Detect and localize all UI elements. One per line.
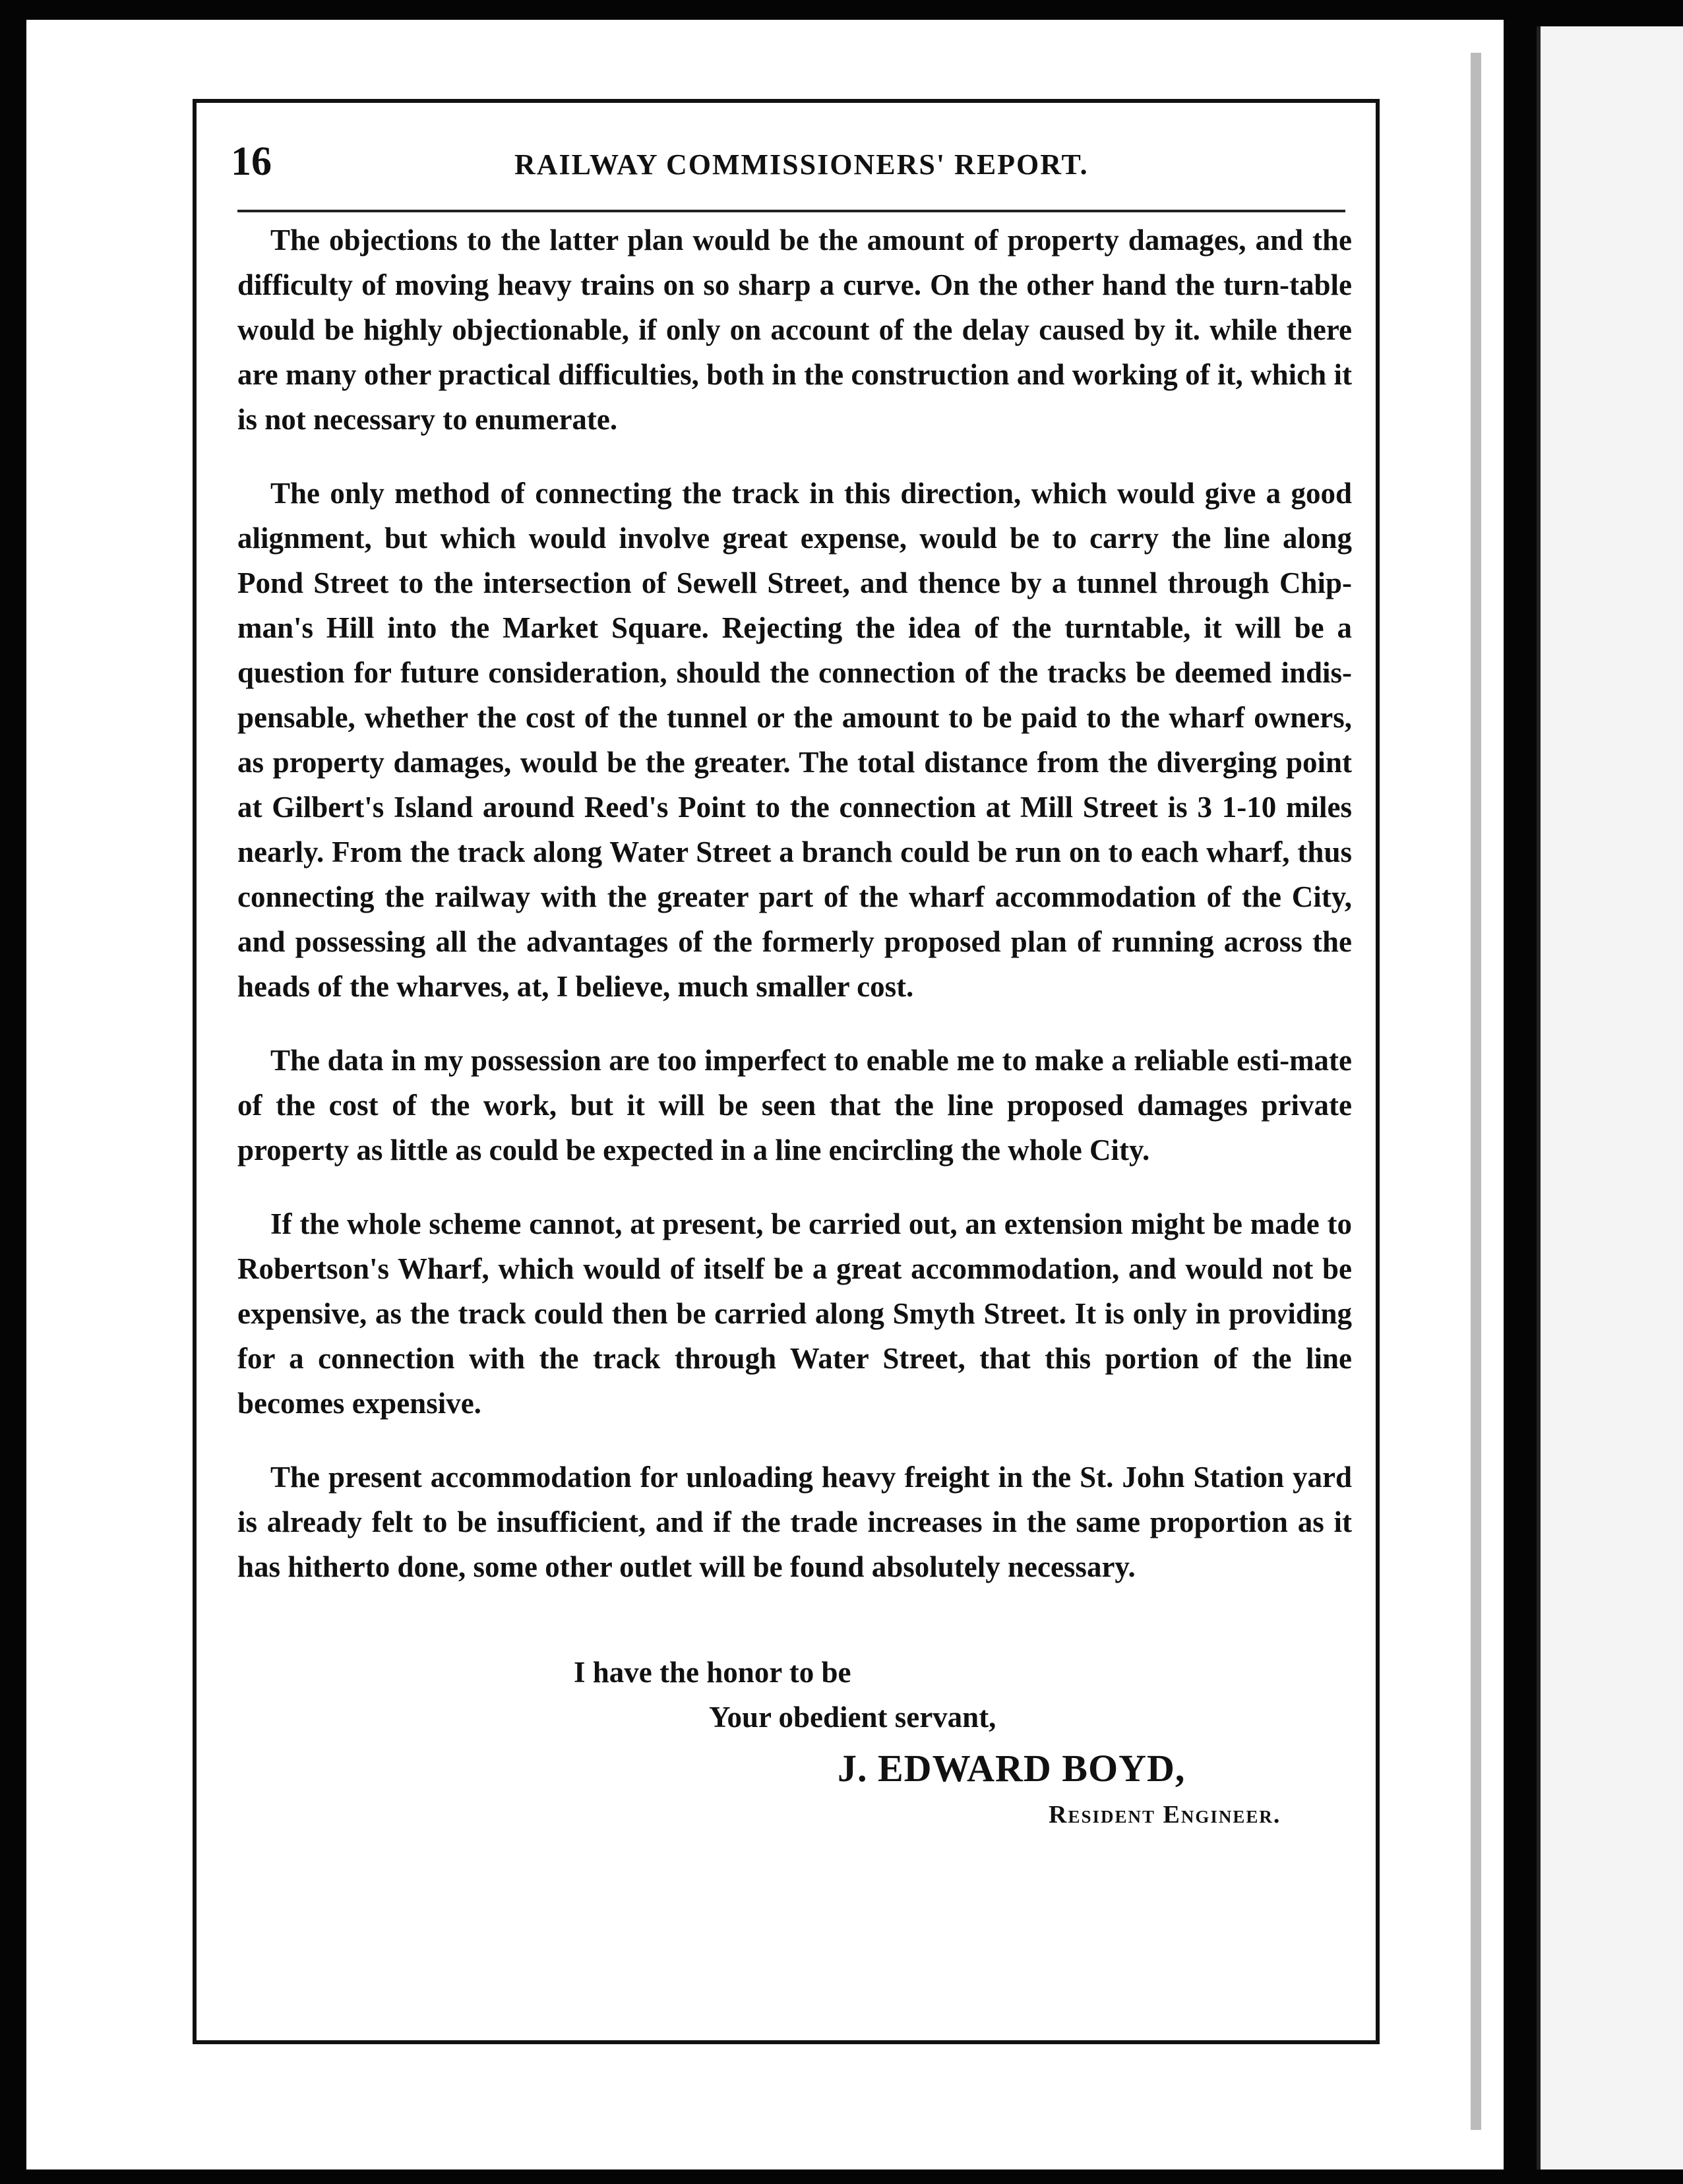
paragraph: If the whole scheme cannot, at present, be carried out, an extension might be made to Robertson's Wharf, which would of itself be a great accommodation, and would not be expensive, as the track could then be carried along Smyth Street. It is only in providing for a connection with the track through Water Street, that this portion of the line becomes expensive.	[237, 1207, 1352, 1420]
signature-name: J. EDWARD BOYD,	[838, 1747, 1186, 1790]
paragraph: The present accommodation for unloading heavy freight in the St. John Station yard is already felt to be insufficient, and if the trade increases in the same proportion as it has hitherto done, some other outlet will be found absolutely necessary.	[237, 1461, 1352, 1583]
paragraph: The only method of connecting the track in this direction, which would give a good alignment, but which would involve great expense, would be to carry the line along Pond Street to the intersection of Sewell Street, and thence by a tunnel through Chip-man's Hill into the Market Square. Rejecting the idea of the turntable, it will be a question for future consideration, should the connection of the tracks be deemed indis-pensable, whether the cost of the tunnel or the amount to be paid to the wharf owners, as property damages, would be the greater. The total distance from the diverging point at Gilbert's Island around Reed's Point to the connection at Mill Street is 3 1-10 miles nearly. From the track along Water Street a branch could be run on to each wharf, thus connecting the railway with the greater part of the wharf accommodation of the City, and possessing all the advantages of the formerly proposed plan of running across the heads of the wharves, at, I believe, much smaller cost.	[237, 477, 1352, 1003]
body-text	[237, 218, 1352, 1618]
adjacent-page-edge	[1537, 26, 1683, 2169]
page-header	[231, 132, 1345, 204]
page-number: 16	[231, 139, 272, 184]
running-title: RAILWAY COMMISSIONERS' REPORT.	[514, 148, 1089, 181]
closing-servant: Your obedient servant,	[709, 1701, 996, 1734]
header-rule	[237, 210, 1345, 212]
signature-title: Resident Engineer.	[1049, 1801, 1281, 1829]
page-bleed-shadow	[1471, 53, 1481, 2130]
paragraph: The objections to the latter plan would be the amount of property damages, and the difficulty of moving heavy trains on so sharp a curve. On the other hand the turn-table would be highly objectionable, if only on account of the delay caused by it. while there are many other practical difficulties, both in the construction and working of it, which it is not necessary to enumerate.	[237, 224, 1352, 436]
paragraph: The data in my possession are too imperfect to enable me to make a reliable esti-mate of the cost of the work, but it will be seen that the line proposed damages private property as little as could be expected in a line encircling the whole City.	[237, 1044, 1352, 1167]
closing-salutation: I have the honor to be	[574, 1656, 851, 1689]
